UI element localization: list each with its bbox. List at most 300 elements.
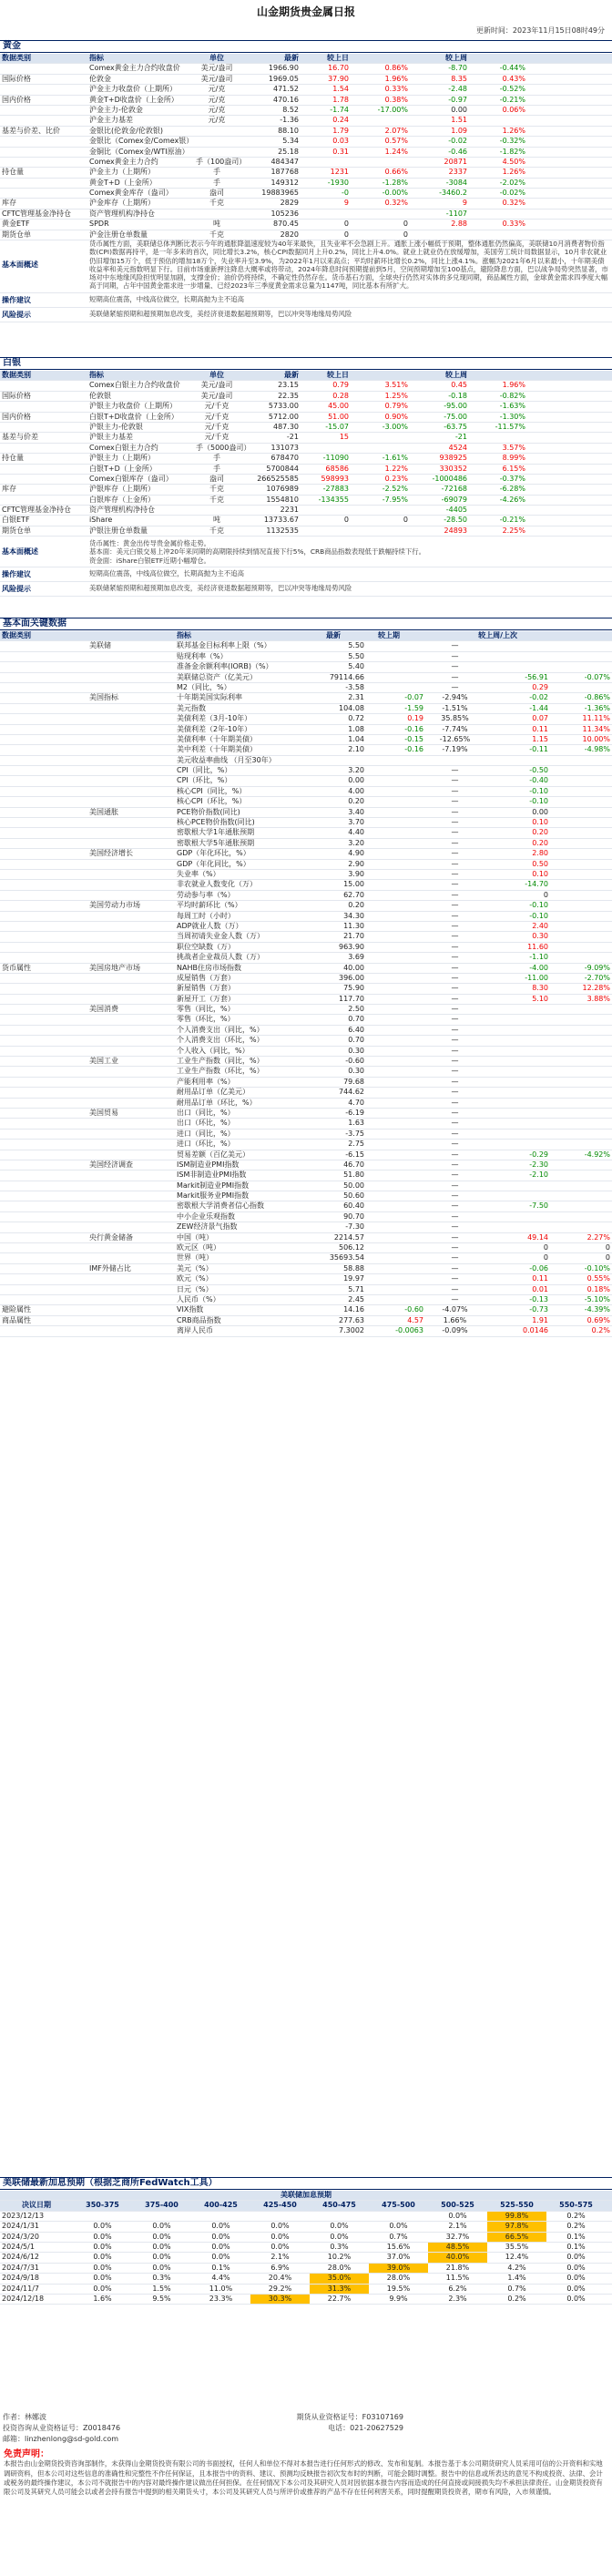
cell	[0, 995, 87, 1004]
cell: 68586	[325, 464, 349, 473]
cell: 欧元（%）	[177, 1274, 213, 1283]
cell: 525-550	[500, 2201, 534, 2210]
cell	[87, 787, 175, 796]
cell	[0, 381, 87, 390]
cell	[194, 506, 240, 515]
cell: 白银ETF	[2, 516, 30, 525]
fedwatch-cell: 4.2%	[507, 2263, 526, 2272]
cell	[0, 1160, 87, 1170]
cell: 0.55%	[586, 1274, 610, 1283]
fedwatch-row	[0, 2233, 612, 2243]
cell: -3084	[445, 178, 467, 187]
cell: 5.40	[348, 662, 364, 671]
table-row	[0, 964, 612, 974]
table-header	[0, 631, 612, 641]
fedwatch-cell: 2.1%	[270, 2253, 290, 2262]
page-title: 山金期货贵金属日报	[256, 5, 355, 18]
cell: 出口（同比，%）	[177, 1108, 235, 1117]
cell: 沪金注册仓单数量	[89, 230, 148, 239]
cell	[550, 1036, 612, 1045]
text-label: 风险提示	[2, 584, 31, 593]
silver-table	[0, 371, 612, 537]
cell	[366, 1005, 425, 1014]
cell: —	[451, 641, 459, 650]
cell: 396.00	[339, 973, 364, 982]
fedwatch-cell: 11.0%	[209, 2284, 233, 2293]
cell	[484, 1191, 550, 1201]
cell: -0.37%	[499, 474, 525, 483]
fedwatch-cell: 0.0%	[566, 2294, 586, 2303]
cell	[550, 1067, 612, 1076]
cell	[550, 1119, 612, 1128]
cell: 0.24	[332, 116, 349, 125]
cell	[484, 1026, 550, 1035]
cell	[366, 641, 425, 650]
table-row	[0, 1109, 612, 1119]
cell: -6.28%	[499, 485, 525, 494]
cell: -69079	[441, 495, 467, 504]
cell: -0.15	[404, 734, 423, 743]
fedwatch-cell: 0.0%	[93, 2253, 112, 2262]
cell: 678470	[270, 454, 299, 463]
table-row	[0, 402, 612, 412]
cell: 较上日	[327, 54, 349, 62]
cell: 870.45	[273, 220, 299, 229]
cell: -0.10	[529, 901, 548, 910]
cell	[550, 1099, 612, 1108]
cell: 1.08	[348, 724, 364, 733]
fedwatch-row	[0, 2295, 612, 2305]
cell	[0, 776, 87, 785]
cell: 0.01	[532, 1284, 548, 1293]
cell	[87, 1191, 175, 1201]
cell: 16.70	[328, 64, 349, 73]
cell: 金银比（Comex金/Comex银）	[89, 137, 194, 146]
table-row	[0, 1150, 612, 1160]
cell: —	[451, 1119, 459, 1128]
cell: 产能利用率（%）	[177, 1077, 235, 1086]
fedwatch-cell: 12.4%	[505, 2253, 529, 2262]
cell	[469, 210, 527, 219]
cell	[0, 1150, 87, 1160]
cell: 938925	[439, 454, 467, 463]
table-row	[0, 1170, 612, 1181]
cell	[366, 1140, 425, 1149]
cell: 1.78	[332, 95, 349, 104]
cell	[87, 912, 175, 921]
cell	[550, 1160, 612, 1170]
cell	[87, 1316, 175, 1325]
cell	[0, 1057, 87, 1066]
cell	[0, 1212, 87, 1222]
cell	[0, 148, 87, 157]
cell: 5.71	[348, 1284, 364, 1293]
cell: 2820	[280, 230, 299, 239]
cell	[484, 1109, 550, 1118]
cell: -63.75	[444, 422, 467, 431]
cell	[469, 54, 527, 63]
text-label: 基本面概述	[2, 261, 38, 270]
cell: 日元（%）	[177, 1284, 213, 1293]
cell	[0, 839, 87, 848]
cell: -2.94%	[442, 693, 468, 702]
cell: 美国工业	[89, 1057, 118, 1066]
cell: 数据类别	[2, 371, 31, 379]
fedwatch-cell	[191, 2212, 250, 2221]
fedwatch-row	[0, 2212, 612, 2222]
cell: 中国（吨）	[177, 1232, 213, 1242]
table-row	[0, 1191, 612, 1201]
fedwatch-cell	[73, 2212, 132, 2221]
cell	[0, 745, 87, 754]
cell: 库存	[2, 199, 16, 208]
fedwatch-cell: 2024/7/31	[2, 2263, 40, 2272]
cell: 0	[343, 516, 349, 525]
cell	[550, 808, 612, 817]
cell	[484, 756, 550, 765]
fedwatch-cell: 0.7%	[507, 2284, 526, 2293]
cell: -0.02%	[499, 189, 525, 198]
cell: -21	[454, 433, 467, 442]
cell: 零售（环比，%）	[177, 1015, 235, 1024]
table-row	[0, 745, 612, 755]
cell	[550, 683, 612, 692]
cell: 88.10	[278, 126, 299, 135]
cell	[87, 776, 175, 785]
fedwatch-cell: 6.9%	[270, 2263, 290, 2272]
cell	[0, 693, 87, 702]
cell: 0.50	[532, 859, 548, 868]
cell	[87, 797, 175, 806]
cell: -2.30	[529, 1160, 548, 1169]
cell: CFTC管理基金净持仓	[2, 506, 72, 515]
fedwatch-cell: 0.0%	[270, 2242, 290, 2251]
cell	[550, 1212, 612, 1222]
cell	[484, 641, 550, 650]
cell: 0.06%	[502, 105, 525, 114]
table-row	[0, 1305, 612, 1315]
fedwatch-cell: 40.0%	[428, 2253, 487, 2262]
cell: 3.51%	[384, 381, 408, 390]
cell: 5.10	[532, 994, 548, 1003]
table-row	[0, 943, 612, 953]
table-row	[0, 922, 612, 932]
cell	[87, 860, 175, 869]
cell: -0.02	[529, 693, 548, 702]
cell: 3.20	[348, 838, 364, 847]
cell: 单位	[209, 54, 224, 62]
cell: 4.57	[407, 1315, 423, 1324]
table-row	[0, 179, 612, 189]
table-row	[0, 189, 612, 199]
fedwatch-cell: 0.0%	[448, 2211, 467, 2220]
cell: -0.86%	[584, 693, 610, 702]
fedwatch-cell: 0.3%	[330, 2242, 349, 2251]
cell	[550, 870, 612, 879]
cell: —	[451, 1243, 459, 1252]
cell: 元/克	[208, 85, 226, 94]
cell: -0.46	[448, 147, 467, 156]
cell: 14.16	[343, 1305, 364, 1314]
fedwatch-row	[0, 2222, 612, 2232]
cell: 每周工时（小时）	[177, 911, 235, 920]
cell: 较上周	[445, 371, 467, 379]
cell: 0.28	[332, 391, 349, 400]
cell: -1107	[445, 209, 467, 218]
cell	[484, 1036, 550, 1045]
cell	[0, 444, 87, 453]
cell: —	[451, 1077, 459, 1086]
cell: 0.70	[348, 1036, 364, 1045]
cell	[550, 662, 612, 671]
macro-table	[0, 631, 612, 1337]
cell: 0.03	[332, 137, 349, 146]
cell	[0, 891, 87, 900]
table-row	[0, 1264, 612, 1274]
cell: Comex白银主力合约	[89, 443, 158, 452]
fedwatch-cell: 0.0%	[211, 2242, 230, 2251]
cell: 484347	[270, 157, 299, 166]
cell	[194, 210, 240, 219]
cell	[0, 1233, 87, 1242]
fedwatch-cell: 23.3%	[209, 2294, 233, 2303]
table-row	[0, 158, 612, 168]
fedwatch-cell: 2024/1/31	[2, 2222, 40, 2231]
text-row	[0, 238, 612, 293]
cell	[87, 891, 175, 900]
cell: Comex白银库存（盎司）	[89, 474, 173, 483]
cell: -4.39%	[584, 1305, 610, 1314]
cell: 79.68	[343, 1077, 364, 1086]
cell	[484, 1005, 550, 1014]
text-row	[0, 308, 612, 322]
cell: 美国指标	[89, 693, 118, 702]
cell: —	[451, 911, 459, 920]
table-row	[0, 1140, 612, 1150]
cell	[469, 433, 527, 442]
cell	[351, 54, 410, 63]
cell: 1.66%	[443, 1315, 467, 1324]
cell	[87, 1150, 175, 1160]
cell: 离岸人民币	[177, 1326, 213, 1335]
cell: -6.15	[345, 1150, 364, 1159]
cell: 470.16	[273, 95, 299, 104]
cell	[484, 1181, 550, 1191]
cell	[0, 158, 87, 167]
table-row	[0, 1253, 612, 1263]
cell: —	[451, 1088, 459, 1097]
cell: 1554810	[266, 495, 299, 504]
cell: 白银库存（上金所）	[89, 495, 155, 504]
cell	[484, 652, 550, 661]
cell: -0.21%	[499, 95, 525, 104]
cell	[366, 901, 425, 910]
cell: M2（同比，%）	[177, 682, 231, 691]
fedwatch-cell: 35.5%	[505, 2242, 529, 2251]
cell: -0.40	[529, 776, 548, 785]
cell: 1.04	[348, 734, 364, 743]
cell	[87, 953, 175, 962]
cell: —	[451, 818, 459, 827]
table-row	[0, 1036, 612, 1046]
cell: 0.32%	[384, 199, 408, 208]
cell: —	[451, 672, 459, 681]
footer	[0, 2412, 612, 2445]
text-body: 美联储紧缩预期和超预期加息改变，美经济衰退数据超预期等，巴以冲突等地缘局势风险	[89, 309, 352, 318]
cell: -12.65%	[439, 734, 471, 743]
cell	[87, 1015, 175, 1024]
cell: 19883965	[261, 189, 299, 198]
cell: —	[451, 859, 459, 868]
table-row	[0, 808, 612, 818]
cell	[469, 371, 527, 380]
cell	[87, 839, 175, 848]
cell: 1132535	[266, 526, 299, 535]
cell: VIX指数	[177, 1305, 204, 1314]
cell: 较上周	[445, 54, 467, 62]
cell: 963.90	[339, 942, 364, 951]
cell: 沪银主力收盘价（上期所）	[89, 402, 177, 411]
fedwatch-cell: 28.0%	[327, 2263, 352, 2272]
cell: —	[451, 963, 459, 972]
disclaimer-title: 免责声明：	[4, 2449, 49, 2459]
cell: Markit制造业PMI指数	[177, 1181, 250, 1190]
cell: -0.18	[448, 391, 467, 400]
table-row	[0, 839, 612, 849]
cell	[0, 1047, 87, 1056]
cell	[351, 526, 410, 536]
cell: 准备金余额利率(IORB)（%）	[177, 662, 273, 671]
cell: 1.96%	[384, 74, 408, 83]
table-row	[0, 106, 612, 116]
cell: 2214.57	[333, 1232, 364, 1242]
cell	[301, 210, 351, 219]
cell: 国内价格	[2, 412, 31, 421]
cell: GDP（年化环比，%）	[177, 849, 250, 858]
fedwatch-cell: 2.3%	[448, 2294, 467, 2303]
cell: 美国经济增长	[89, 849, 133, 858]
cell: -1.61%	[382, 454, 408, 463]
cell: 2.90	[348, 859, 364, 868]
cell: 0.20	[532, 828, 548, 837]
table-row	[0, 932, 612, 942]
cell: 央行黄金储备	[89, 1232, 133, 1242]
cell: 进口（同比，%）	[177, 1129, 235, 1138]
cell: -0.52%	[499, 85, 525, 94]
cell	[0, 64, 87, 73]
table-row	[0, 901, 612, 911]
cell: 职位空缺数（万）	[177, 942, 235, 951]
cell	[469, 116, 527, 125]
cell: —	[451, 984, 459, 993]
cell: -134355	[318, 495, 349, 504]
cell: 3.90	[348, 869, 364, 878]
cell: 0.45	[451, 381, 467, 390]
cell: 45.00	[328, 402, 349, 411]
cell	[550, 1057, 612, 1066]
cell	[351, 506, 410, 515]
cell: 非农就业人数变化（万）	[177, 880, 257, 889]
table-row	[0, 1201, 612, 1211]
cell: 失业率（%）	[177, 869, 220, 878]
cell: 0	[543, 1243, 548, 1252]
table-row	[0, 1274, 612, 1284]
cell: 22.35	[278, 391, 299, 400]
cell: 十年期美国实际利率	[177, 693, 242, 702]
fedwatch-cell: 20.4%	[268, 2274, 292, 2283]
cell: 9	[343, 199, 349, 208]
cell: —	[451, 1140, 459, 1149]
cell	[550, 818, 612, 827]
cell: 24893	[444, 526, 467, 535]
cell: 0	[403, 230, 408, 239]
cell	[366, 953, 425, 962]
cell: -4.98%	[584, 745, 610, 754]
text-label: 基本面概述	[2, 547, 38, 557]
fedwatch-row	[0, 2274, 612, 2284]
cell: 0.72	[348, 714, 364, 723]
cell	[484, 1015, 550, 1024]
cell: 5712.00	[268, 412, 299, 421]
fedwatch-cell: 19.5%	[386, 2284, 411, 2293]
cell: -0.09%	[442, 1326, 468, 1335]
cell: 1966.90	[268, 64, 299, 73]
cell: 3.40	[348, 807, 364, 816]
cell: -14.70	[525, 880, 548, 889]
cell: 国际价格	[2, 391, 31, 400]
fedwatch-cell: 0.0%	[152, 2232, 171, 2241]
cell: 元/克	[208, 116, 226, 125]
table-row	[0, 475, 612, 485]
disclaimer	[0, 2448, 612, 2499]
cell: 8.35	[451, 74, 467, 83]
cell	[366, 891, 425, 900]
cell: 商品属性	[2, 1315, 31, 1324]
cell	[87, 922, 175, 931]
cell: 沪金主力基差	[89, 116, 133, 125]
cell: -0.10	[529, 797, 548, 806]
cell	[87, 1181, 175, 1191]
table-row	[0, 673, 612, 683]
fedwatch-cell: 2024/12/18	[2, 2294, 45, 2303]
author: 作者：林娜波	[3, 2413, 46, 2421]
cell: 核心PCE物价指数(同比)	[177, 818, 255, 827]
cell: -1.36%	[584, 703, 610, 712]
fedwatch-cell: 0.0%	[93, 2242, 112, 2251]
cell: —	[451, 1274, 459, 1283]
table-row	[0, 860, 612, 870]
fedwatch-cell: 48.5%	[428, 2243, 487, 2252]
cell: 1.63	[348, 1119, 364, 1128]
cell: 19.97	[343, 1274, 364, 1283]
cell	[0, 1088, 87, 1097]
cell: 4.90	[348, 849, 364, 858]
cell: 46.70	[343, 1160, 364, 1169]
cell: 21.70	[343, 932, 364, 941]
cell: GDP（年化同比，%）	[177, 859, 250, 868]
cell: -28.50	[444, 516, 467, 525]
cell: -0.97	[448, 95, 467, 104]
cell: 3.57%	[502, 443, 525, 452]
cell	[550, 849, 612, 858]
cell: iShare	[89, 516, 113, 525]
cell	[366, 1212, 425, 1222]
cell: 4.70	[348, 1098, 364, 1107]
fedwatch-cell: 0.3%	[152, 2274, 171, 2283]
fedwatch-cell: 2023/12/13	[2, 2211, 45, 2220]
cell: —	[451, 1005, 459, 1014]
cell	[469, 506, 527, 515]
